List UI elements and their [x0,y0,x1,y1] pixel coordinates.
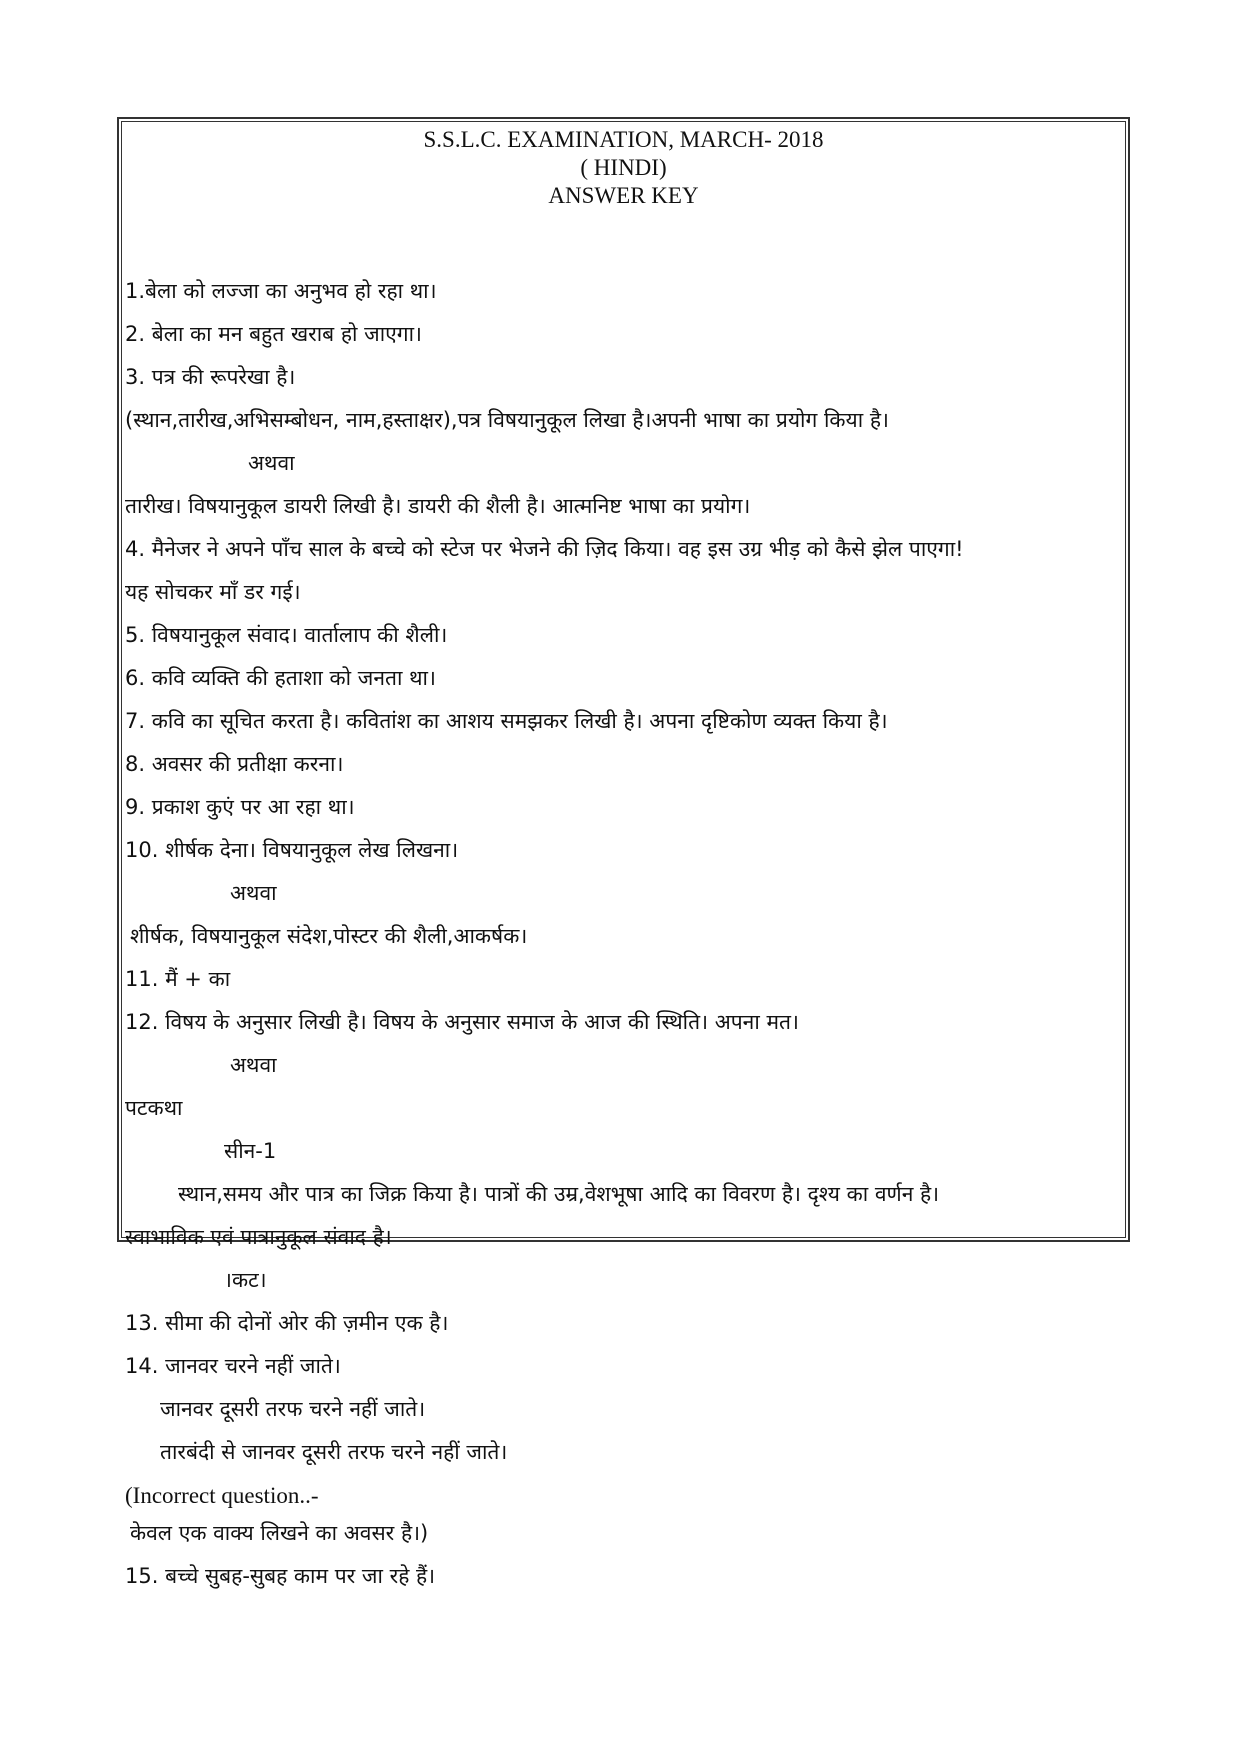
answer-3-alt: तारीख। विषयानुकूल डायरी लिखी है। डायरी की शैली है। आत्मनिष्ट भाषा का प्रयोग। [125,494,751,518]
answer-8: 8. अवसर की प्रतीक्षा करना। [125,752,344,776]
or-label: अथवा [248,451,295,475]
answer-12: 12. विषय के अनुसार लिखी है। विषय के अनुसार समाज के आज की स्थिति। अपना मत। [125,1010,799,1034]
answer-4-cont: यह सोचकर माँ डर गई। [125,580,301,604]
cut-label: ।कट। [224,1268,267,1292]
answer-key-title: ANSWER KEY [548,183,699,208]
note-cont: केवल एक वाक्य लिखने का अवसर है।) [130,1521,429,1545]
note-incorrect-question: (Incorrect question..- [125,1483,319,1508]
scene-label: सीन-1 [224,1139,277,1163]
answer-12-alt-cont: स्वाभाविक एवं पात्रानुकूल संवाद है। [125,1225,392,1249]
answer-2: 2. बेला का मन बहुत खराब हो जाएगा। [125,322,422,346]
answer-14-c: तारबंदी से जानवर दूसरी तरफ चरने नहीं जाते। [160,1440,508,1464]
answer-1: 1.बेला को लज्जा का अनुभव हो रहा था। [125,279,437,303]
answer-13: 13. सीमा की दोनों ओर की ज़मीन एक है। [125,1311,449,1335]
answer-10-alt: शीर्षक, विषयानुकूल संदेश,पोस्टर की शैली,आकर्षक। [130,924,528,948]
answer-7: 7. कवि का सूचित करता है। कवितांश का आशय समझकर लिखी है। अपना दृष्टिकोण व्यक्त किया है। [125,709,888,733]
answer-3-detail: (स्थान,तारीख,अभिसम्बोधन, नाम,हस्ताक्षर),पत्र विषयानुकूल लिखा है।अपनी भाषा का प्रयोग किया है। [125,408,889,432]
subject-title: ( HINDI) [580,155,667,180]
answer-6: 6. कवि व्यक्ति की हताशा को जनता था। [125,666,436,690]
answer-3: 3. पत्र की रूपरेखा है। [125,365,296,389]
answer-9: 9. प्रकाश कुएं पर आ रहा था। [125,795,355,819]
answer-12-alt: स्थान,समय और पात्र का जिक्र किया है। पात्रों की उम्र,वेशभूषा आदि का विवरण है। दृश्य का वर्णन है। [178,1182,940,1206]
answer-4: 4. मैनेजर ने अपने पाँच साल के बच्चे को स्टेज पर भेजने की ज़िद किया। वह इस उग्र भीड़ को कैसे झेल पाएगा! [125,537,964,561]
answer-14-b: जानवर दूसरी तरफ चरने नहीं जाते। [160,1397,426,1421]
or-label: अथवा [230,1053,277,1077]
answer-10: 10. शीर्षक देना। विषयानुकूल लेख लिखना। [125,838,459,862]
answer-11: 11. मैं + का [125,967,231,991]
screenplay-label: पटकथा [125,1096,183,1120]
answer-15: 15. बच्चे सुबह-सुबह काम पर जा रहे हैं। [125,1564,436,1588]
exam-title: S.S.L.C. EXAMINATION, MARCH- 2018 [423,127,824,152]
or-label: अथवा [230,881,277,905]
answer-14: 14. जानवर चरने नहीं जाते। [125,1354,341,1378]
answer-5: 5. विषयानुकूल संवाद। वार्तालाप की शैली। [125,623,448,647]
